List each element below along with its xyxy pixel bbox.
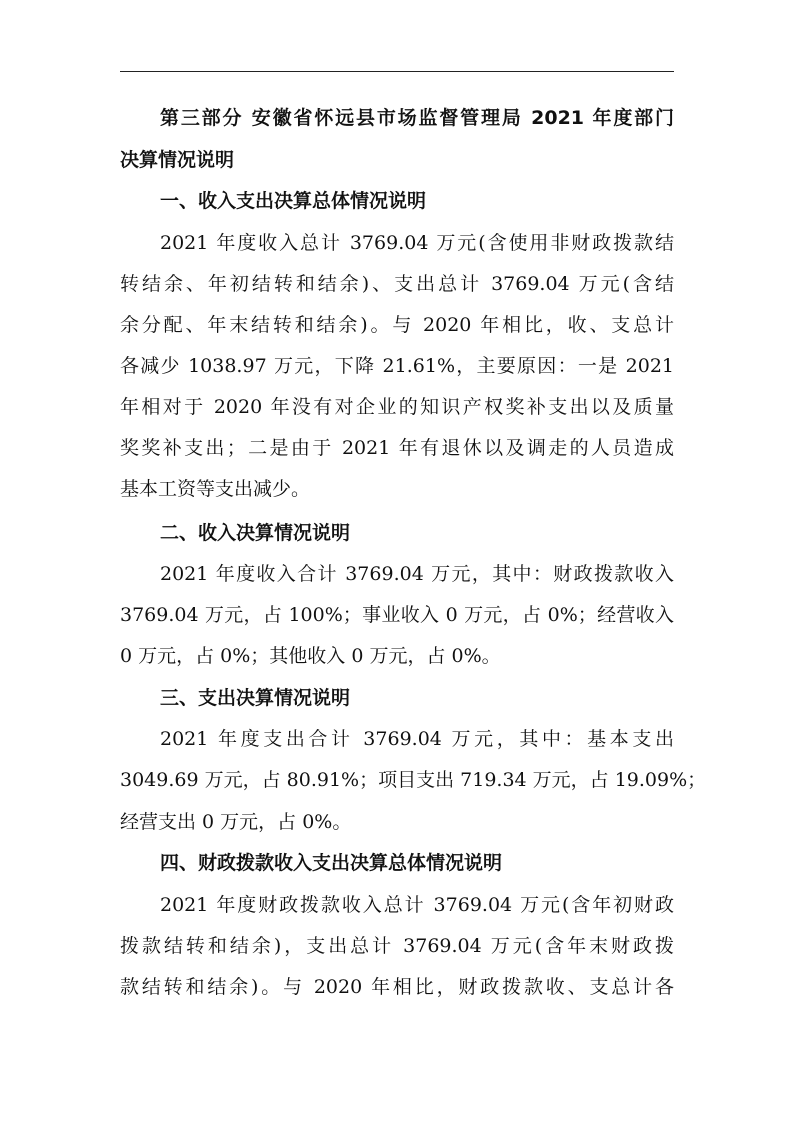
section-2-heading: 二、收入决算情况说明 <box>160 522 351 544</box>
section-4-heading: 四、财政拨款收入支出决算总体情况说明 <box>160 852 503 874</box>
section-2-line-3: 0 万元，占 0%；其他收入 0 万元，占 0%。 <box>120 645 501 667</box>
document-title-line-1: 第三部分 安徽省怀远县市场监督管理局 2021 年度部门 <box>160 107 674 129</box>
section-1-line-1: 2021 年度收入总计 3769.04 万元(含使用非财政拨款结 <box>160 232 674 254</box>
section-1-line-4: 各减少 1038.97 万元，下降 21.61%，主要原因：一是 2021 <box>120 355 674 377</box>
section-2-line-2: 3769.04 万元，占 100%；事业收入 0 万元，占 0%；经营收入 <box>120 604 674 626</box>
section-4-line-2: 拨款结转和结余)，支出总计 3769.04 万元(含年末财政拨 <box>120 935 674 957</box>
section-1-heading: 一、收入支出决算总体情况说明 <box>160 190 427 212</box>
section-4-line-3: 款结转和结余)。与 2020 年相比，财政拨款收、支总计各 <box>120 976 674 998</box>
section-2-line-1: 2021 年度收入合计 3769.04 万元，其中：财政拨款收入 <box>160 563 674 585</box>
section-1-line-6: 奖奖补支出；二是由于 2021 年有退休以及调走的人员造成 <box>120 437 674 459</box>
section-1-line-5: 年相对于 2020 年没有对企业的知识产权奖补支出以及质量 <box>120 396 674 418</box>
header-rule <box>120 71 674 72</box>
section-3-heading: 三、支出决算情况说明 <box>160 687 351 709</box>
section-1-line-3: 余分配、年末结转和结余)。与 2020 年相比，收、支总计 <box>120 314 674 336</box>
section-3-line-2: 3049.69 万元，占 80.91%；项目支出 719.34 万元，占 19.09%； <box>120 769 707 791</box>
section-1-line-2: 转结余、年初结转和结余)、支出总计 3769.04 万元(含结 <box>120 273 674 295</box>
section-3-line-1: 2021 年度支出合计 3769.04 万元，其中：基本支出 <box>160 728 674 750</box>
section-4-line-1: 2021 年度财政拨款收入总计 3769.04 万元(含年初财政 <box>160 894 674 916</box>
document-title-line-2: 决算情况说明 <box>120 149 235 171</box>
section-3-line-3: 经营支出 0 万元，占 0%。 <box>120 811 352 833</box>
section-1-line-7: 基本工资等支出减少。 <box>120 478 311 500</box>
